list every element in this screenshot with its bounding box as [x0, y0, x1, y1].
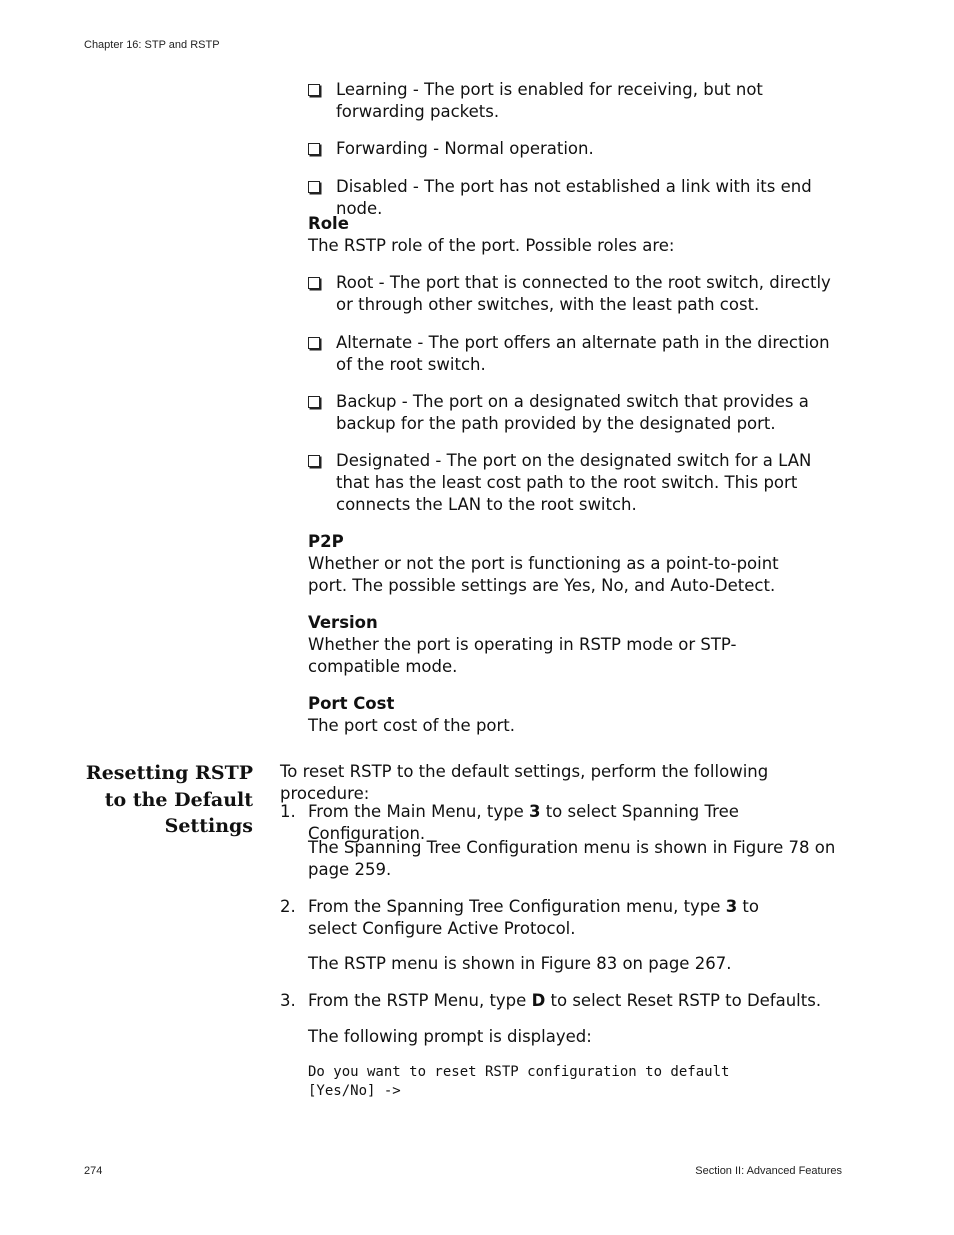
step-number: 1. — [280, 802, 296, 821]
step-text-post: to select Configure Active Protocol. — [308, 897, 759, 938]
step-text-pre: From the Main Menu, type — [308, 802, 529, 821]
step-text-post: to select Reset RSTP to Defaults. — [545, 991, 822, 1010]
version-term: Version — [308, 613, 378, 632]
port-cost-desc: The port cost of the port. — [308, 716, 516, 735]
p2p-term: P2P — [308, 532, 344, 551]
role-term: Role — [308, 214, 349, 233]
step-text-post: to select Spanning Tree Configuration. — [308, 802, 739, 843]
prompt-line-2: [Yes/No] -> — [308, 1083, 401, 1099]
list-item: Root - The port that is connected to the root switch, directly or through other switches, with the least path cost. — [336, 273, 831, 314]
list-item: Learning - The port is enabled for receiving, but not forwarding packets. — [336, 80, 763, 121]
page-number: 274 — [84, 1165, 103, 1177]
section-intro: To reset RSTP to the default settings, perform the following procedure: — [280, 762, 769, 803]
checkbox-bullet-icon — [308, 181, 320, 193]
checkbox-bullet-icon — [308, 84, 320, 96]
prompt-code — [308, 1063, 729, 1101]
checkbox-bullet-icon — [308, 277, 320, 289]
checkbox-bullet-icon — [308, 337, 320, 349]
step-number: 2. — [280, 897, 296, 916]
step-note: The RSTP menu is shown in Figure 83 on page 267. — [308, 954, 732, 973]
version-desc: Whether the port is operating in RSTP mode or STP-compatible mode. — [308, 635, 737, 676]
section-heading: Resetting RSTP to the Default Settings — [85, 762, 253, 837]
list-item: Alternate - The port offers an alternate path in the direction of the root switch. — [336, 333, 830, 374]
checkbox-bullet-icon — [308, 396, 320, 408]
step-note: The following prompt is displayed: — [308, 1027, 592, 1046]
step-text — [308, 896, 808, 940]
port-cost-term: Port Cost — [308, 694, 395, 713]
role-desc: The RSTP role of the port. Possible roles are: — [308, 236, 675, 255]
running-header: Chapter 16: STP and RSTP — [84, 39, 220, 51]
list-item: Backup - The port on a designated switch that provides a backup for the path provided by the designated port. — [336, 392, 809, 433]
p2p-desc: Whether or not the port is functioning as a point-to-point port. The possible settings are Yes, No, and Auto-Detect. — [308, 554, 779, 595]
step-text-pre: From the Spanning Tree Configuration menu, type — [308, 897, 726, 916]
step-number: 3. — [280, 991, 296, 1010]
checkbox-bullet-icon — [308, 143, 320, 155]
footer-section: Section II: Advanced Features — [695, 1165, 842, 1177]
list-item: Forwarding - Normal operation. — [336, 139, 594, 158]
prompt-line-1: Do you want to reset RSTP configuration to default — [308, 1064, 730, 1080]
step-note: The Spanning Tree Configuration menu is shown in Figure 78 on page 259. — [308, 838, 836, 879]
step-key: D — [531, 991, 546, 1010]
step-text — [308, 990, 842, 1012]
step-key: 3 — [528, 802, 541, 821]
step-key: 3 — [725, 897, 738, 916]
list-item: Designated - The port on the designated switch for a LAN that has the least cost path to the root switch. This port connects the LAN to the root switch. — [336, 451, 812, 514]
step-text-pre: From the RSTP Menu, type — [308, 991, 532, 1010]
list-item: Disabled - The port has not established a link with its end node. — [336, 177, 812, 218]
checkbox-bullet-icon — [308, 455, 320, 467]
